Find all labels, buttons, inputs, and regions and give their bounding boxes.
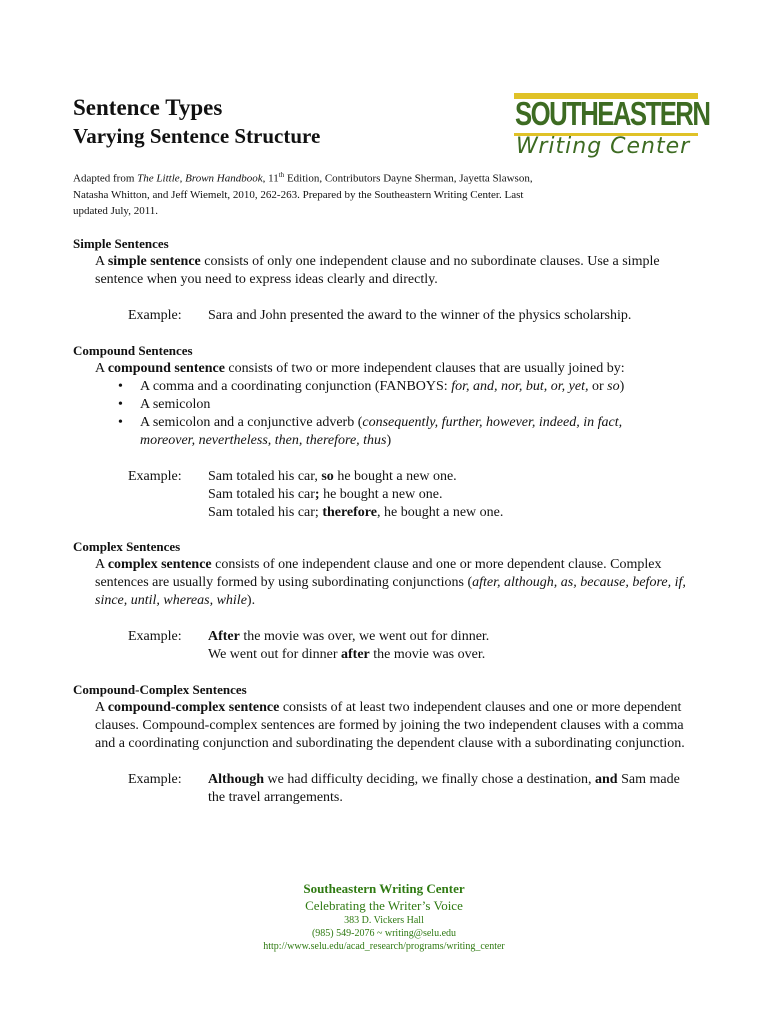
credits-note (73, 167, 543, 219)
text: A comma and a coordinating conjunction (FANBOYS: (140, 379, 452, 394)
text: so (321, 469, 334, 484)
example-text (208, 468, 698, 486)
text: Sam totaled his car; (208, 505, 323, 520)
example-label: Example: (128, 629, 182, 644)
section-paragraph (95, 360, 695, 378)
bullet-list (118, 378, 703, 450)
section-heading: Compound-Complex Sentences (73, 682, 247, 697)
text: We went out for dinner (208, 647, 341, 662)
list-item (118, 378, 680, 396)
term: complex sentence (107, 557, 212, 572)
section-paragraph (95, 556, 695, 610)
text: therefore (322, 505, 377, 520)
section-heading: Compound Sentences (73, 343, 193, 358)
credits-text: Adapted from (73, 172, 138, 185)
text: consists of two or more independent clauses that are usually joined by: (224, 361, 625, 376)
credits-superscript: th (278, 171, 285, 179)
section-heading: Simple Sentences (73, 236, 169, 251)
example-text: Sara and John presented the award to the winner of the physics scholarship. (208, 308, 632, 323)
text: we had difficulty deciding, we finally chose a destination, (264, 772, 596, 787)
text: he bought a new one. (319, 487, 443, 502)
example-block (73, 771, 703, 807)
example-block (73, 307, 703, 325)
section-heading: Complex Sentences (73, 539, 181, 554)
logo-sub-text: Writing Center (516, 134, 691, 159)
example-lines (208, 628, 698, 664)
text: ) (619, 379, 625, 394)
southeastern-writing-center-logo (514, 93, 710, 163)
text: after, although, as, because, before, if, since, until, whereas, while (95, 575, 686, 608)
example-label: Example: (128, 308, 182, 323)
text: for, and, nor, but, or, yet, (451, 379, 589, 394)
footer (0, 880, 768, 953)
example-text (208, 486, 698, 504)
credits-text: Edition, Contributors Dayne Sherman, Jayetta Slawson, Natasha Whitton, and Jeff Wiemelt, 2010, 262-263. Prepared by the Southeastern Writing Center. Last updated July, 2011. (73, 172, 533, 217)
footer-contact: (985) 549-2076 ~ writing@selu.edu (311, 928, 457, 939)
text: , he bought a new one. (377, 505, 504, 520)
text: Sam made the travel arrangements. (208, 772, 680, 805)
text: or (588, 379, 608, 394)
text: After (208, 629, 240, 644)
text: Although (208, 772, 265, 787)
section-paragraph (95, 253, 695, 289)
term: compound-complex sentence (107, 700, 280, 715)
page-subtitle: Varying Sentence Structure (73, 124, 321, 148)
text: he bought a new one. (333, 469, 457, 484)
text: consists of only one independent clause and no subordinate clauses. Use a simple sentence when you need to express ideas clearly and directly. (95, 254, 660, 287)
text: the movie was over, we went out for dinner. (239, 629, 490, 644)
example-text (208, 504, 698, 522)
example-label: Example: (128, 772, 182, 787)
text: Sam totaled his car, (208, 469, 322, 484)
text: A semicolon and a conjunctive adverb ( (140, 415, 363, 430)
section-paragraph (95, 699, 695, 753)
text: the movie was over. (369, 647, 486, 662)
text: A (95, 254, 108, 269)
text: Sam totaled his car (208, 487, 315, 502)
text: ) (386, 433, 392, 448)
example-text (208, 646, 698, 664)
text: and (595, 772, 618, 787)
section-simple-sentences (73, 235, 703, 325)
logo-main-text: SOUTHEASTERN (515, 95, 710, 132)
footer-url: http://www.selu.edu/acad_research/programs/writing_center (263, 941, 505, 952)
page-title: Sentence Types (73, 95, 223, 120)
credits-book-title: The Little, Brown Handbook (137, 172, 263, 185)
text: after (341, 647, 370, 662)
footer-tagline: Celebrating the Writer’s Voice (305, 898, 463, 913)
list-item (118, 396, 680, 414)
section-compound-complex-sentences (73, 681, 703, 807)
example-label: Example: (128, 469, 182, 484)
text: ). (246, 593, 256, 608)
list-item (118, 414, 680, 450)
section-complex-sentences (73, 538, 703, 664)
text: A semicolon (140, 397, 211, 412)
text: A (95, 557, 108, 572)
text: consists of one independent clause and one or more dependent clause. Complex sentences are usually formed by using subordinating conjunctions ( (95, 557, 662, 590)
example-block (73, 468, 703, 522)
footer-address: 383 D. Vickers Hall (344, 915, 424, 926)
example-text (208, 771, 698, 807)
section-compound-sentences (73, 342, 703, 522)
text: so (607, 379, 620, 394)
text: A (95, 361, 108, 376)
example-lines (208, 468, 698, 522)
example-text (208, 628, 698, 646)
text: consists of at least two independent clauses and one or more dependent clauses. Compound-complex sentences are formed by joining the two independent clauses with a comma and a coordinating conjunction and subordinating the dependent clause with a subordinating conjunction. (95, 700, 685, 751)
text: ; (314, 487, 320, 502)
term: compound sentence (107, 361, 225, 376)
text: A (95, 700, 108, 715)
footer-org-name: Southeastern Writing Center (303, 881, 465, 896)
term: simple sentence (107, 254, 201, 269)
credits-text: , 11 (262, 172, 279, 185)
text: consequently, further, however, indeed, in fact, moreover, nevertheless, then, therefore, thus (140, 415, 623, 448)
example-block (73, 628, 703, 664)
